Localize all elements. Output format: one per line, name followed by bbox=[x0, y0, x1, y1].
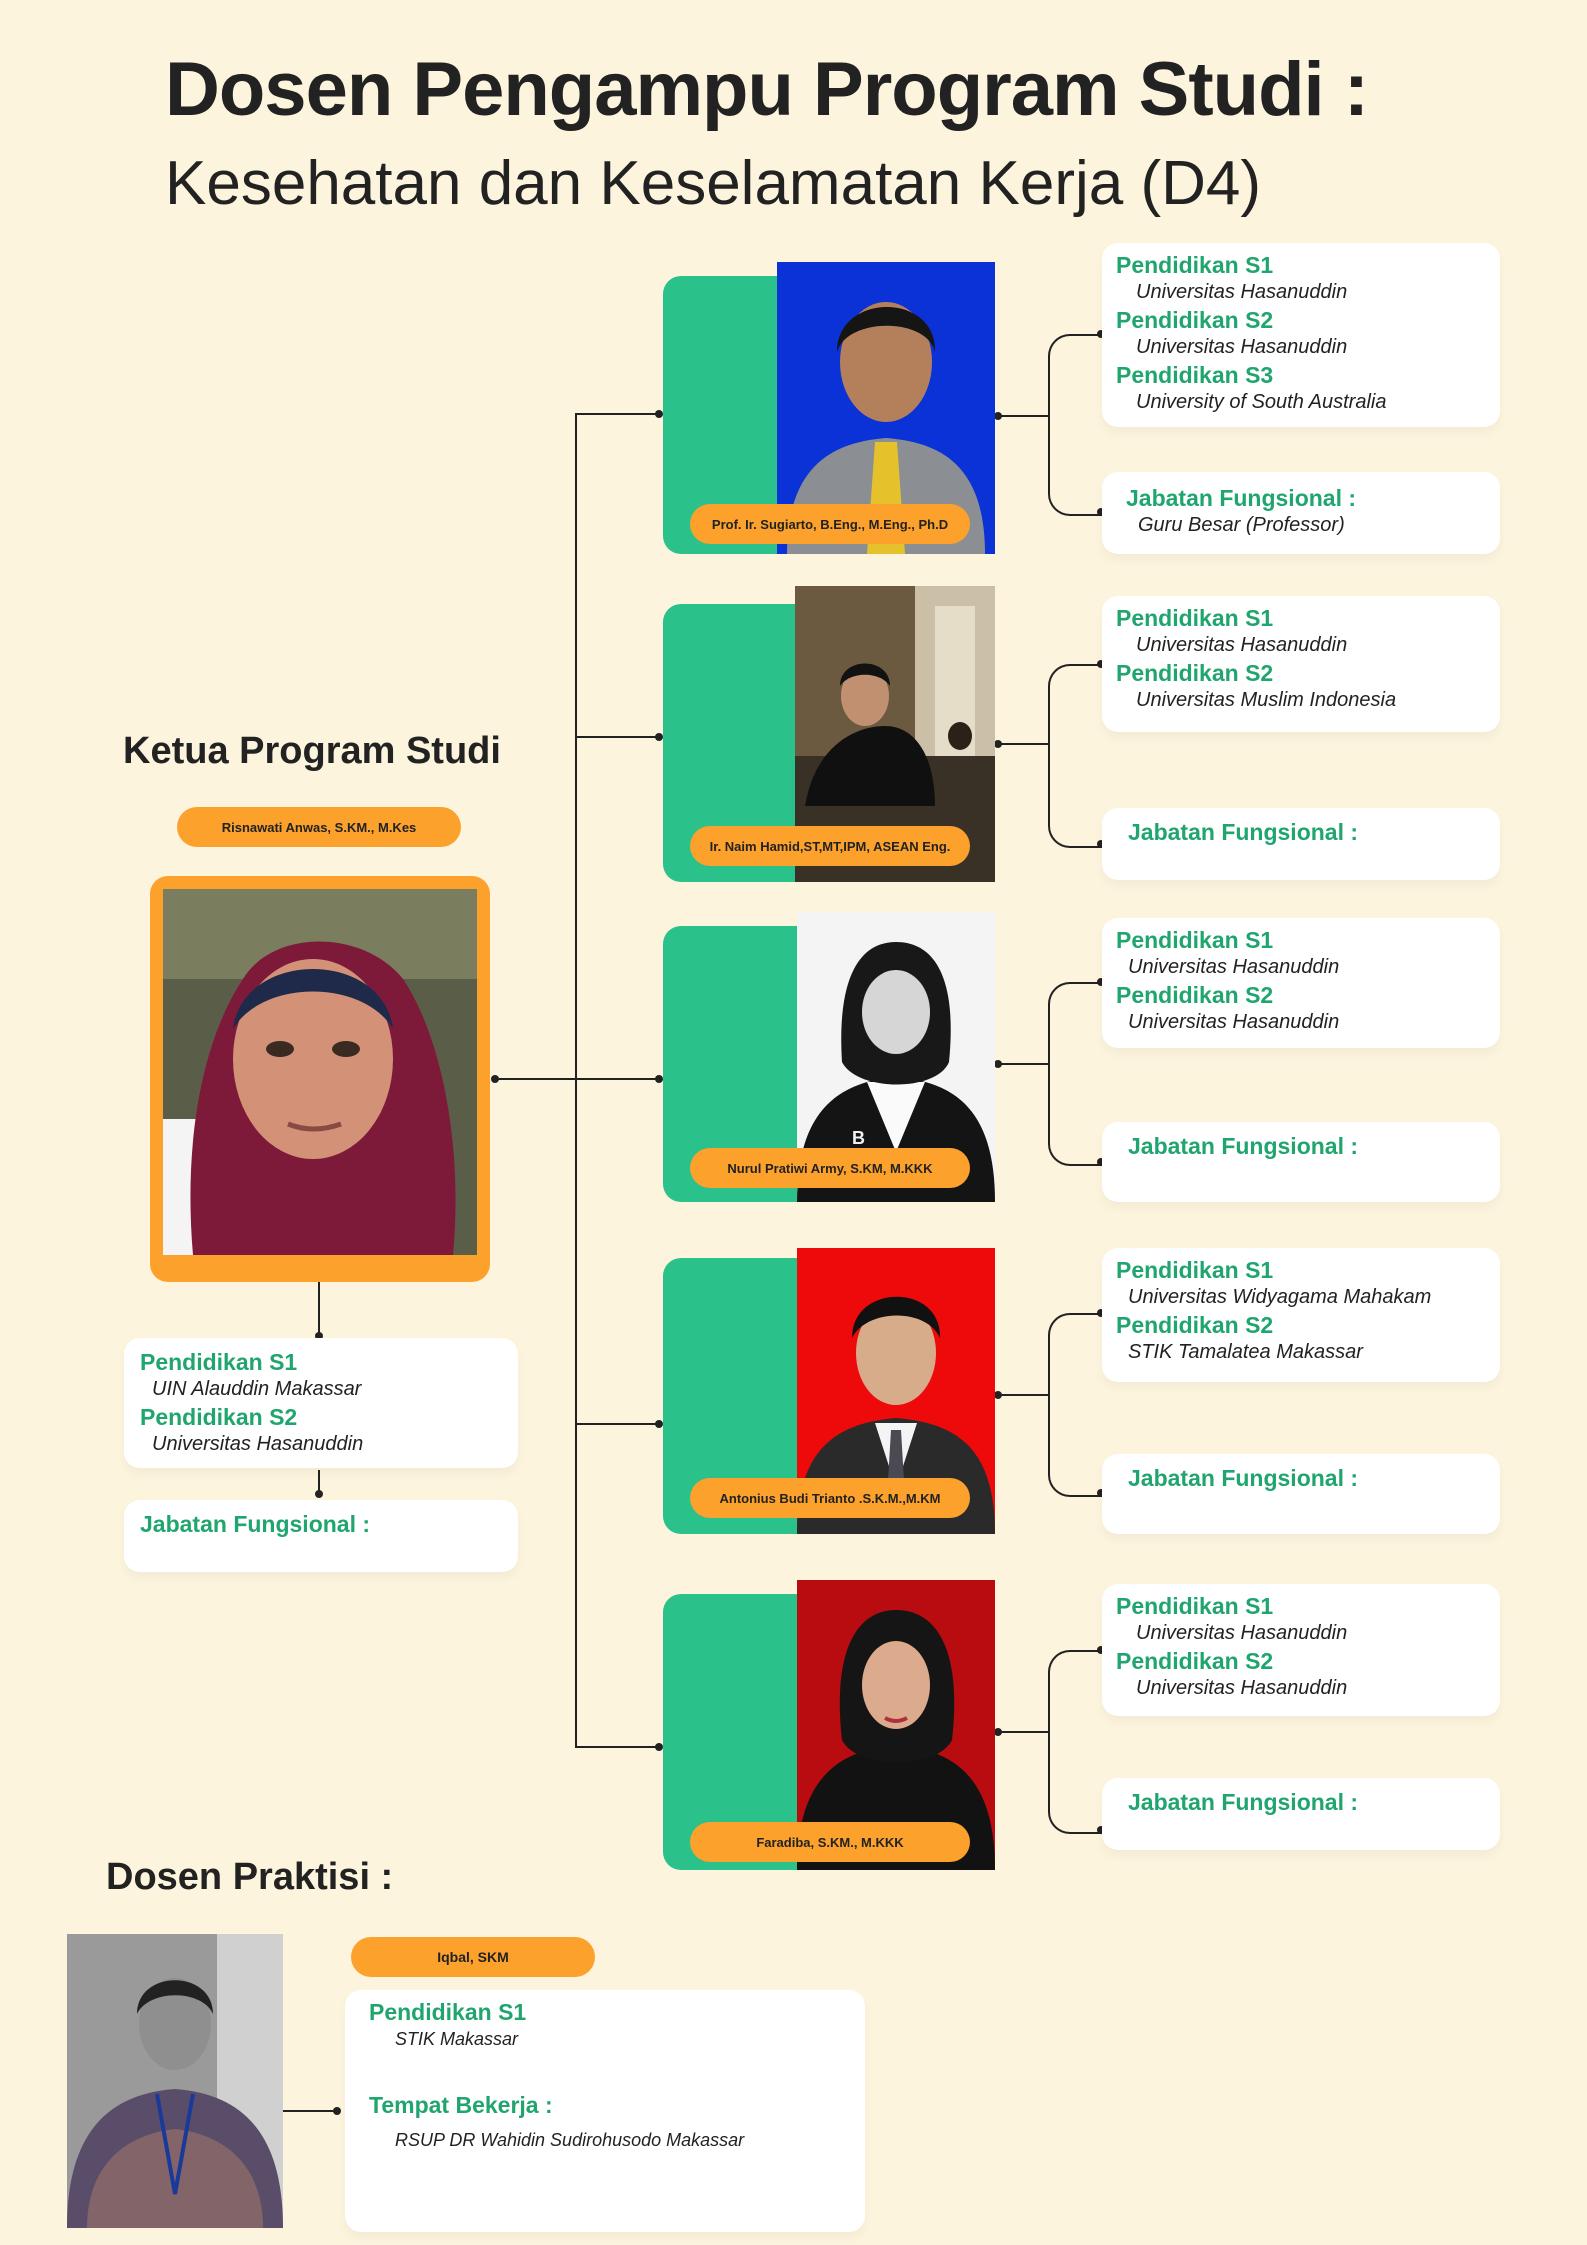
lecturer-education-card bbox=[1102, 1584, 1500, 1716]
edu-label: Pendidikan S2 bbox=[1116, 1648, 1274, 1674]
lecturer-education-card bbox=[1102, 1248, 1500, 1382]
ketua-name-badge: Risnawati Anwas, S.KM., M.Kes bbox=[177, 807, 461, 847]
lecturer-name-badge: Ir. Naim Hamid,ST,MT,IPM, ASEAN Eng. bbox=[690, 826, 970, 866]
ketua-section-title: Ketua Program Studi bbox=[123, 730, 501, 772]
ketua-photo bbox=[163, 889, 477, 1255]
lecturer-name-badge: Antonius Budi Trianto .S.K.M.,M.KM bbox=[690, 1478, 970, 1518]
lecturer-jabatan-card bbox=[1102, 808, 1500, 880]
praktisi-work-value: RSUP DR Wahidin Sudirohusodo Makassar bbox=[395, 2130, 745, 2150]
lecturer-education-card bbox=[1102, 243, 1500, 427]
praktisi-edu-value: STIK Makassar bbox=[395, 2029, 519, 2049]
edu-label: Pendidikan S2 bbox=[1116, 660, 1274, 686]
edu-value: Universitas Hasanuddin bbox=[1128, 956, 1340, 978]
ketua-photo-frame bbox=[150, 876, 490, 1282]
jabatan-label: Jabatan Fungsional : bbox=[1128, 1133, 1359, 1159]
ketua-edu-s1-label: Pendidikan S1 bbox=[140, 1349, 298, 1375]
lecturer-name-badge: Nurul Pratiwi Army, S.KM, M.KKK bbox=[690, 1148, 970, 1188]
edu-label: Pendidikan S1 bbox=[1116, 927, 1274, 953]
edu-label: Pendidikan S1 bbox=[1116, 1593, 1274, 1619]
edu-value: Universitas Widyagama Mahakam bbox=[1128, 1286, 1432, 1308]
lecturer-education-card bbox=[1102, 596, 1500, 732]
ketua-edu-s1-value: UIN Alauddin Makassar bbox=[152, 1378, 362, 1400]
ketua-education-card bbox=[124, 1338, 518, 1468]
page-subtitle: Kesehatan dan Keselamatan Kerja (D4) bbox=[165, 149, 1261, 218]
lecturer-name-badge: Prof. Ir. Sugiarto, B.Eng., M.Eng., Ph.D bbox=[690, 504, 970, 544]
edu-value: Universitas Hasanuddin bbox=[1136, 281, 1348, 303]
lecturer-education-card bbox=[1102, 918, 1500, 1048]
edu-label: Pendidikan S2 bbox=[1116, 982, 1274, 1008]
edu-value: University of South Australia bbox=[1136, 391, 1387, 413]
page-title: Dosen Pengampu Program Studi : bbox=[165, 47, 1369, 132]
edu-label: Pendidikan S1 bbox=[1116, 1257, 1274, 1283]
lecturer-jabatan-card bbox=[1102, 1454, 1500, 1534]
edu-value: Universitas Hasanuddin bbox=[1136, 336, 1348, 358]
svg-text:B: B bbox=[852, 1128, 865, 1148]
lecturer-jabatan-card bbox=[1102, 1778, 1500, 1850]
edu-value: Universitas Muslim Indonesia bbox=[1136, 689, 1397, 711]
praktisi-name-badge: Iqbal, SKM bbox=[351, 1937, 595, 1977]
praktisi-work-label: Tempat Bekerja : bbox=[369, 2092, 553, 2118]
edu-label: Pendidikan S1 bbox=[1116, 252, 1274, 278]
lecturer-jabatan-card bbox=[1102, 472, 1500, 554]
ketua-edu-s2-value: Universitas Hasanuddin bbox=[152, 1433, 364, 1455]
jabatan-label: Jabatan Fungsional : bbox=[1126, 485, 1357, 511]
ketua-jabatan-card bbox=[124, 1500, 518, 1572]
edu-label: Pendidikan S2 bbox=[1116, 307, 1274, 333]
lecturer-jabatan-card bbox=[1102, 1122, 1500, 1202]
edu-value: Universitas Hasanuddin bbox=[1136, 1677, 1348, 1699]
edu-value: Universitas Hasanuddin bbox=[1128, 1011, 1340, 1033]
jabatan-label: Jabatan Fungsional : bbox=[1128, 1465, 1359, 1491]
edu-label: Pendidikan S1 bbox=[1116, 605, 1274, 631]
edu-value: Universitas Hasanuddin bbox=[1136, 1622, 1348, 1644]
edu-value: STIK Tamalatea Makassar bbox=[1128, 1341, 1363, 1363]
praktisi-edu-label: Pendidikan S1 bbox=[369, 1999, 527, 2025]
jabatan-label: Jabatan Fungsional : bbox=[1128, 819, 1359, 845]
ketua-jabatan-label: Jabatan Fungsional : bbox=[140, 1511, 371, 1537]
praktisi-info-card bbox=[345, 1990, 865, 2232]
ketua-edu-s2-label: Pendidikan S2 bbox=[140, 1404, 298, 1430]
praktisi-section-title: Dosen Praktisi : bbox=[106, 1856, 394, 1898]
edu-label: Pendidikan S3 bbox=[1116, 362, 1274, 388]
jabatan-label: Jabatan Fungsional : bbox=[1128, 1789, 1359, 1815]
edu-label: Pendidikan S2 bbox=[1116, 1312, 1274, 1338]
praktisi-photo bbox=[67, 1934, 283, 2228]
jabatan-value: Guru Besar (Professor) bbox=[1138, 514, 1345, 536]
edu-value: Universitas Hasanuddin bbox=[1136, 634, 1348, 656]
lecturer-name-badge: Faradiba, S.KM., M.KKK bbox=[690, 1822, 970, 1862]
